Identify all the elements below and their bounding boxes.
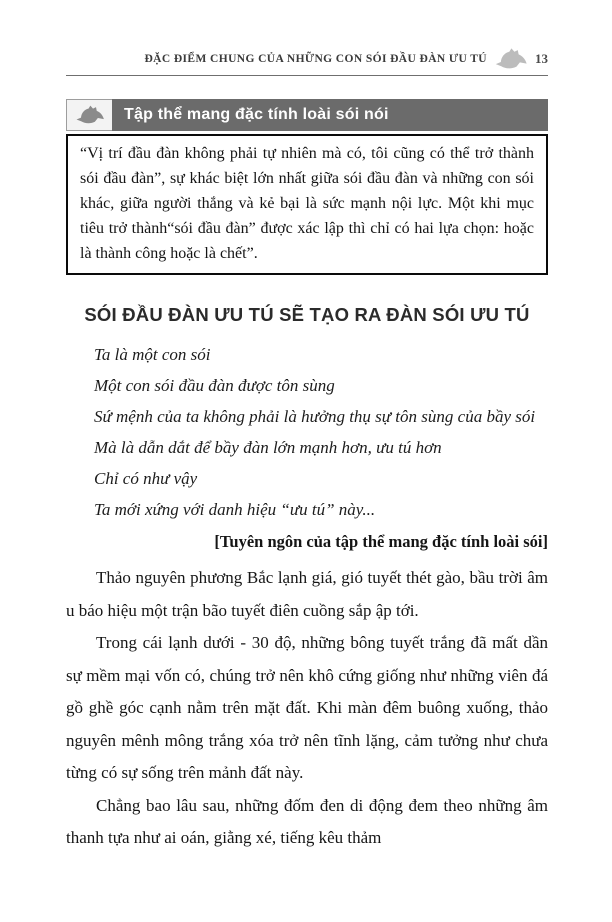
page-header: [66, 48, 548, 76]
callout-header: [66, 99, 548, 131]
section-heading: SÓI ĐẦU ĐÀN ƯU TÚ SẼ TẠO RA ĐÀN SÓI ƯU TÚ: [84, 304, 530, 325]
poem-line: Ta mới xứng với danh hiệu “ưu tú” này...: [94, 500, 376, 519]
poem-line: Sứ mệnh của ta không phải là hưởng thụ sự tôn sùng của bầy sói: [94, 407, 536, 426]
poem-attribution: [Tuyên ngôn của tập thể mang đặc tính loài sói]: [214, 532, 548, 551]
wolf-icon: [66, 99, 112, 131]
body-text: [66, 562, 548, 855]
wolf-icon: [494, 48, 528, 70]
running-head-title: ĐẶC ĐIỂM CHUNG CỦA NHỮNG CON SÓI ĐẦU ĐÀN ƯU TÚ: [144, 53, 487, 65]
callout-title: Tập thể mang đặc tính loài sói nói: [124, 106, 389, 123]
page-number: 13: [535, 51, 548, 66]
poem-line: Ta là một con sói: [94, 345, 211, 364]
callout-quote-text: “Vị trí đầu đàn không phải tự nhiên mà có, tôi cũng có thể trở thành sói đầu đàn”, sự khác biệt lớn nhất giữa sói đầu đàn và những con sói khác, giữa người thắng và kẻ bại là sức mạnh nội lực. Một khi mục tiêu trở thành“sói đầu đàn” được xác lập thì chỉ có hai lựa chọn: hoặc là thành công hoặc là chết”.: [80, 145, 534, 262]
poem-line: Một con sói đầu đàn được tôn sùng: [94, 376, 335, 395]
header-divider: [66, 75, 548, 76]
quote-callout: [66, 99, 548, 275]
wolf-manifesto-poem: [66, 339, 548, 525]
callout-title-bar: [112, 99, 548, 131]
poem-line: Chỉ có như vậy: [94, 469, 198, 488]
body-paragraph: Chẳng bao lâu sau, những đốm đen di động đem theo những âm thanh tựa như ai oán, giằng xé, tiếng kêu thảm: [66, 795, 548, 847]
poem-line: Mà là dẫn dắt để bầy đàn lớn mạnh hơn, ưu tú hơn: [94, 438, 442, 457]
callout-quote-box: [66, 134, 548, 275]
running-head-row: [66, 48, 548, 70]
body-paragraph: Thảo nguyên phương Bắc lạnh giá, gió tuyết thét gào, bầu trời âm u báo hiệu một trận bão tuyết điên cuồng sắp ập tới.: [66, 568, 548, 620]
body-paragraph: Trong cái lạnh dưới - 30 độ, những bông tuyết trắng đã mất dần sự mềm mại vốn có, chúng trở nên khô cứng giống như những viên đá gồ ghề góc cạnh nằm trên mặt đất. Khi màn đêm buông xuống, thảo nguyên mênh mông trắng xóa trở nên tĩnh lặng, cảm tưởng như chưa từng có sự sống trên mảnh đất này.: [66, 633, 548, 782]
